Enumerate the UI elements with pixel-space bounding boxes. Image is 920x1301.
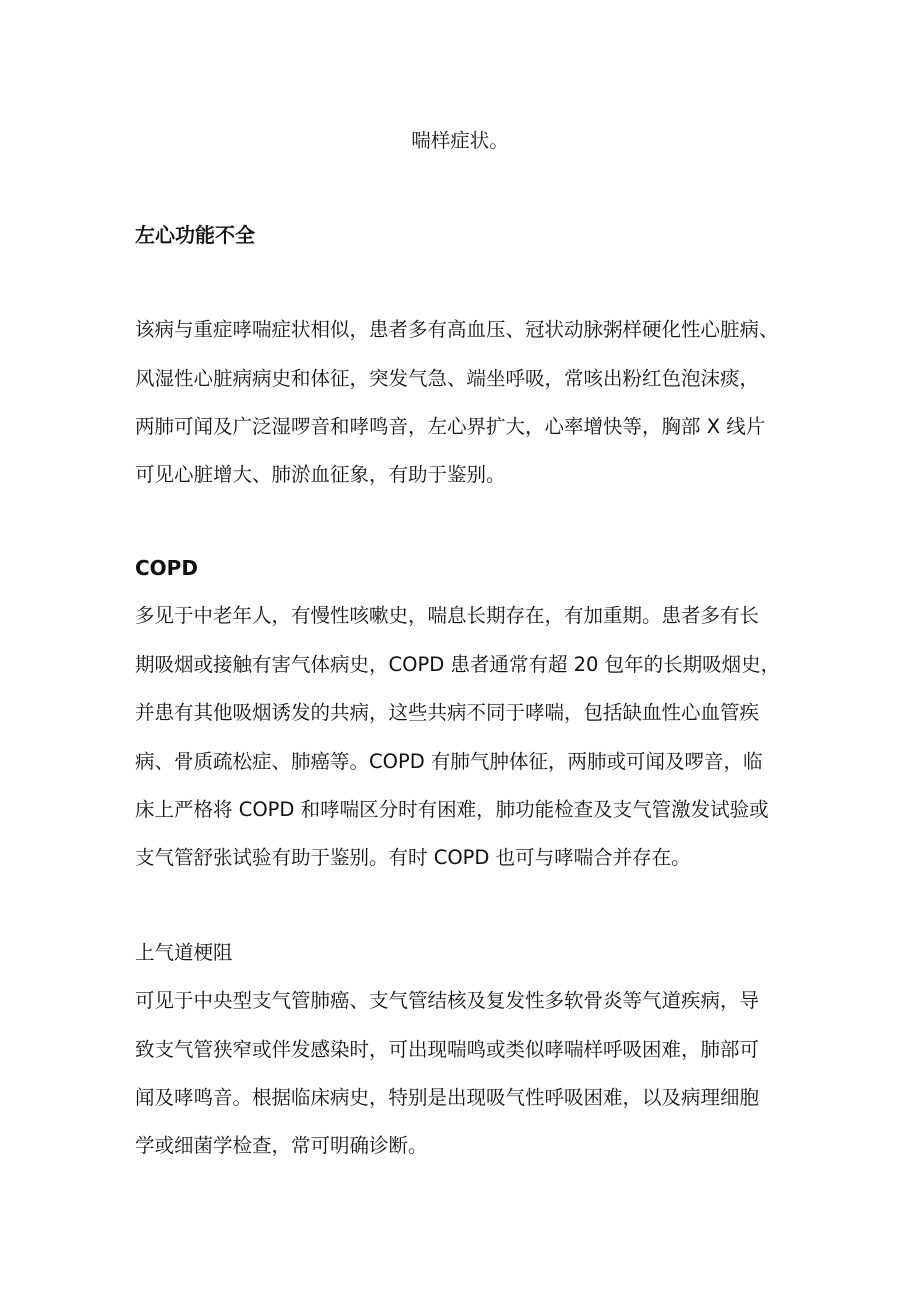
paragraph-line: 可见心脏增大、肺淤血征象，有助于鉴别。 (135, 463, 506, 486)
paragraph-line: 期吸烟或接触有害气体病史，COPD 患者通常有超 20 包年的长期吸烟史， (135, 653, 781, 676)
paragraph-line: 多见于中老年人，有慢性咳嗽史，喘息长期存在，有加重期。患者多有长 (135, 604, 760, 627)
top-fragment-text: 喘样症状。 (411, 129, 509, 152)
paragraph-line: 学或细菌学检查，常可明确诊断。 (135, 1134, 428, 1157)
paragraph-line: 风湿性心脏病病史和体征，突发气急、端坐呼吸，常咳出粉红色泡沫痰， (135, 367, 760, 390)
paragraph-line: 床上严格将 COPD 和哮喘区分时有困难，肺功能检查及支气管激发试验或 (135, 798, 769, 821)
paragraph-line: 该病与重症哮喘症状相似，患者多有高血压、冠状动脉粥样硬化性心脏病、 (135, 318, 779, 341)
section-heading-copd: COPD (135, 556, 198, 580)
paragraph-line: 病、骨质疏松症、肺癌等。COPD 有肺气肿体征，两肺或可闻及啰音，临 (135, 750, 763, 773)
paragraph-line: 支气管舒张试验有助于鉴别。有时 COPD 也可与哮喘合并存在。 (135, 846, 691, 869)
paragraph-line: 闻及哮鸣音。根据临床病史，特别是出现吸气性呼吸困难，以及病理细胞 (135, 1086, 760, 1109)
section-heading-upper-airway-obstruction: 上气道梗阻 (135, 941, 233, 964)
paragraph-line: 致支气管狭窄或伴发感染时，可出现喘鸣或类似哮喘样呼吸困难，肺部可 (135, 1038, 760, 1061)
paragraph-line: 并患有其他吸烟诱发的共病，这些共病不同于哮喘，包括缺血性心血管疾 (135, 701, 760, 724)
paragraph-line: 两肺可闻及广泛湿啰音和哮鸣音，左心界扩大，心率增快等，胸部 X 线片 (135, 415, 766, 438)
paragraph-line: 可见于中央型支气管肺癌、支气管结核及复发性多软骨炎等气道疾病，导 (135, 989, 760, 1012)
section-heading-left-heart-failure: 左心功能不全 (135, 223, 255, 247)
